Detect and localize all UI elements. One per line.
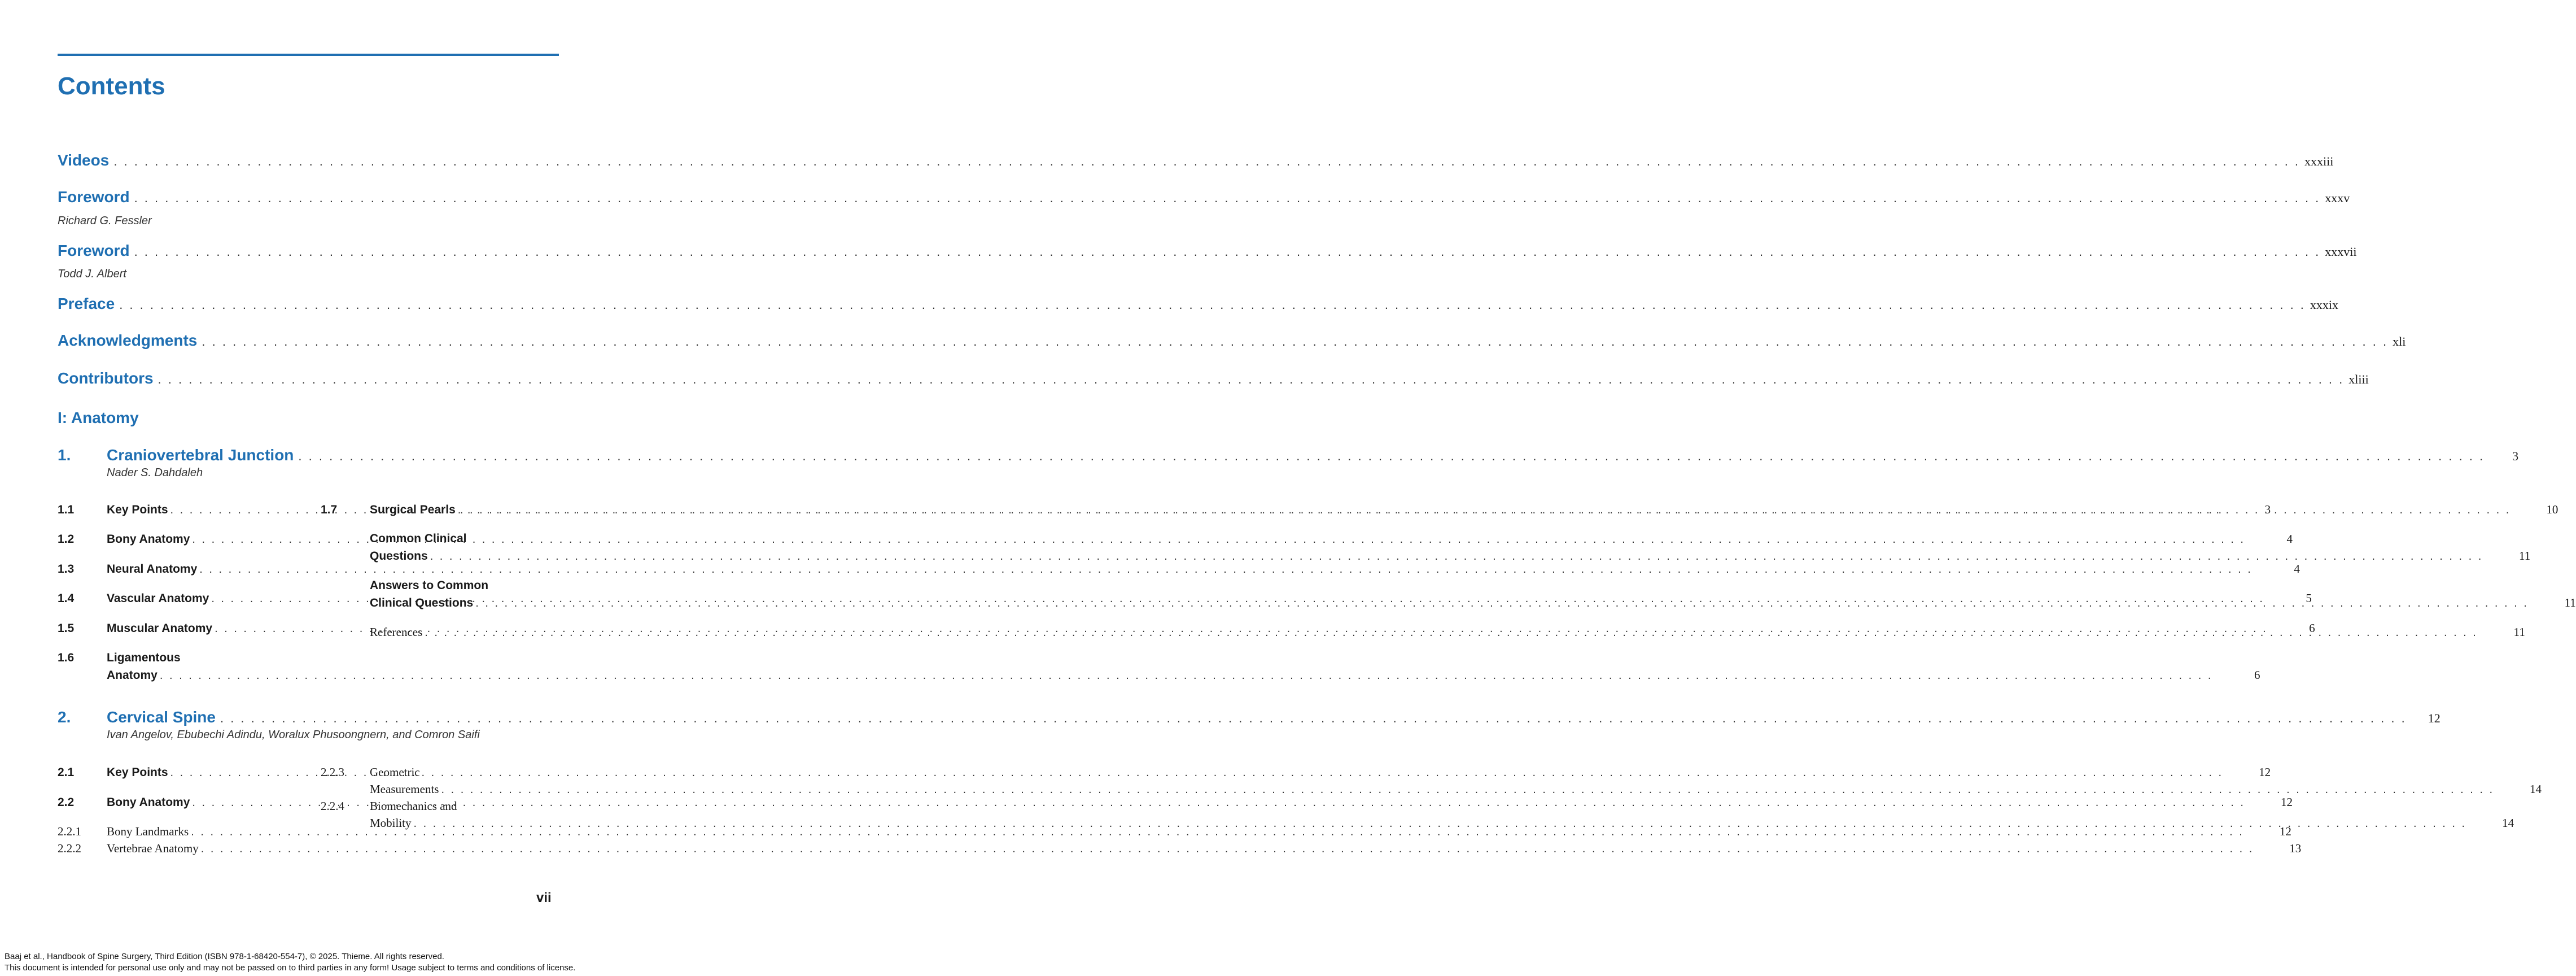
section-title: Bony Anatomy — [107, 533, 190, 546]
section-number: 2.2 — [58, 796, 75, 809]
dot-leader — [154, 372, 2349, 387]
chapter-title: Cervical Spine — [107, 708, 216, 726]
chapter-authors: Nader S. Dahdaleh — [107, 467, 203, 479]
section-page: 13 — [2289, 842, 2302, 855]
toc-entry-page: xxxvii — [2325, 245, 2357, 259]
section-page: 14 — [2530, 782, 2542, 796]
toc-entry-page: xxxv — [2325, 191, 2350, 205]
section-page: 11 — [2564, 596, 2576, 609]
section-title: Bony Landmarks — [107, 825, 189, 838]
toc-entry-author: Richard G. Fessler — [58, 215, 152, 227]
section-page: 11 — [2519, 549, 2531, 563]
section-page: 3 — [2264, 503, 2271, 516]
section-number: 2.2.2 — [58, 842, 81, 855]
section-title: Muscular Anatomy — [107, 622, 213, 635]
chapter-title: Craniovertebral Junction — [107, 446, 294, 464]
section-2-2-2[interactable] — [58, 840, 2302, 857]
footer-copyright: Baaj et al., Handbook of Spine Surgery, Third Edition (ISBN 978-1-68420-554-7), © 2025. Thieme. All rights reserved. — [5, 952, 444, 961]
section-1-3[interactable] — [58, 560, 2300, 578]
dot-leader — [130, 245, 2325, 259]
toc-entry-page: xxxiii — [2304, 154, 2334, 168]
section-title-line2: Measurements — [370, 782, 439, 796]
chapter-page: 12 — [2428, 711, 2441, 725]
toc-entry-label: Contributors — [58, 369, 154, 387]
section-1-6[interactable] — [58, 650, 2260, 684]
section-title-line1: Answers to Common — [370, 579, 489, 592]
section-page: 4 — [2294, 562, 2300, 576]
section-number: 2.2.4 — [321, 799, 344, 813]
toc-entry-videos[interactable] — [58, 151, 2334, 169]
section-title-line2: Mobility — [370, 816, 412, 830]
dot-leader — [422, 624, 2480, 641]
section-answers-common-questions[interactable] — [321, 577, 2576, 612]
dot-leader — [199, 840, 2256, 857]
dot-leader — [412, 815, 2469, 832]
toc-entry-foreword-2[interactable] — [58, 242, 2357, 260]
section-1-7[interactable] — [321, 501, 2558, 518]
dot-leader — [294, 449, 2489, 464]
section-page: 6 — [2254, 668, 2260, 682]
toc-entry-author: Todd J. Albert — [58, 268, 126, 280]
section-title-line1: Biomechanics and — [370, 799, 457, 813]
toc-entry-foreword-1[interactable] — [58, 188, 2350, 206]
section-number: 1.1 — [58, 503, 75, 516]
part-heading: I: Anatomy — [58, 409, 139, 426]
dot-leader — [197, 334, 2393, 349]
header-rule — [58, 54, 559, 56]
section-page: 14 — [2502, 816, 2514, 830]
footer-license: This document is intended for personal use only and may not be passed on to third parties in any form! Usage subject to terms and conditions of license. — [5, 963, 576, 973]
dot-leader — [216, 711, 2411, 726]
section-common-clinical-questions[interactable] — [321, 530, 2531, 565]
section-number: 2.1 — [58, 766, 75, 779]
section-page: 12 — [2259, 765, 2271, 779]
section-page: 4 — [2286, 532, 2293, 546]
chapter-number: 2. — [58, 708, 71, 726]
dot-leader — [428, 548, 2486, 565]
section-title: Vertebrae Anatomy — [107, 842, 199, 855]
toc-entry-page: xliii — [2348, 372, 2369, 386]
section-title: References — [370, 625, 423, 639]
section-title: Surgical Pearls — [370, 503, 456, 516]
dot-leader — [456, 502, 2513, 518]
toc-entry-label: Videos — [58, 151, 110, 169]
toc-entry-label: Preface — [58, 295, 115, 312]
section-page: 11 — [2513, 625, 2525, 639]
toc-entry-contributors[interactable] — [58, 369, 2369, 387]
section-title-line1: Common Clinical — [370, 532, 467, 545]
section-title: Key Points — [107, 503, 168, 516]
section-title-line2: Clinical Questions — [370, 596, 474, 609]
dot-leader — [130, 191, 2325, 206]
section-page: 5 — [2306, 591, 2312, 605]
section-title: Bony Anatomy — [107, 796, 190, 809]
chapter-page: 3 — [2512, 449, 2519, 463]
toc-entry-label: Foreword — [58, 242, 130, 259]
chapter-authors: Ivan Angelov, Ebubechi Adindu, Woralux Phusoongnern, and Comron Saifi — [107, 729, 480, 741]
dot-leader — [115, 298, 2310, 312]
section-title: Vascular Anatomy — [107, 592, 209, 605]
section-title: Neural Anatomy — [107, 563, 198, 576]
section-title-line1: Geometric — [370, 765, 420, 779]
section-title-line2: Anatomy — [107, 669, 158, 682]
section-title-line1: Ligamentous — [107, 651, 181, 664]
section-page: 12 — [2280, 795, 2293, 809]
toc-entry-preface[interactable] — [58, 295, 2339, 313]
toc-entry-label: Acknowledgments — [58, 332, 198, 349]
dot-leader — [439, 781, 2496, 798]
toc-entry-acknowledgments[interactable] — [58, 332, 2406, 350]
section-number: 1.6 — [58, 651, 75, 664]
dot-leader — [158, 667, 2215, 684]
dot-leader — [109, 154, 2304, 169]
section-number: 1.4 — [58, 592, 75, 605]
section-page: 10 — [2546, 503, 2558, 516]
section-number: 1.7 — [321, 503, 338, 516]
page-folio: vii — [536, 890, 552, 905]
section-number: 1.5 — [58, 622, 75, 635]
section-number: 1.3 — [58, 563, 75, 576]
section-title: Key Points — [107, 766, 168, 779]
chapter-number: 1. — [58, 446, 71, 464]
dot-leader — [473, 595, 2531, 612]
section-number: 2.2.3 — [321, 765, 344, 779]
section-page: 6 — [2309, 621, 2315, 635]
page-title: Contents — [58, 72, 165, 100]
toc-entry-label: Foreword — [58, 188, 130, 206]
toc-entry-page: xxxix — [2310, 298, 2339, 312]
section-number: 2.2.1 — [58, 825, 81, 838]
section-number: 1.2 — [58, 533, 75, 546]
section-references[interactable] — [321, 624, 2525, 641]
toc-entry-page: xli — [2393, 334, 2406, 348]
section-title-line2: Questions — [370, 550, 428, 563]
section-page: 12 — [2279, 825, 2291, 838]
